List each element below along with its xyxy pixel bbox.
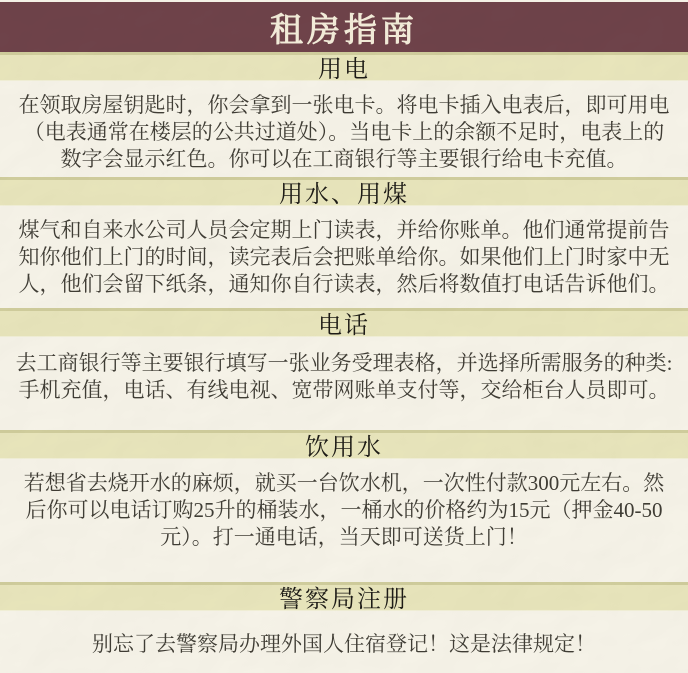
section-heading-band-police-registration [0, 582, 688, 611]
section-body-telephone: 去工商银行等主要银行填写一张业务受理表格，并选择所需服务的种类:手机充值，电话、有线电视、宽带网账单支付等，交给柜台人员即可。 [15, 351, 673, 402]
section-police-registration [0, 582, 688, 658]
section-heading-police-registration: 警察局注册 [279, 586, 409, 613]
section-heading-band-telephone [0, 308, 688, 337]
section-heading-electricity: 用电 [318, 56, 370, 83]
section-heading-water-gas: 用水、用煤 [279, 181, 409, 208]
section-heading-band-drinking-water [0, 430, 688, 459]
section-water-gas [0, 177, 688, 298]
section-body-water-gas: 煤气和自来水公司人员会定期上门读表，并给你账单。他们通常提前告知你他们上门的时间，读完表后会把账单给你。如果他们上门时家中无人，他们会留下纸条，通知你自行读表，然后将数值打电话告诉他们。 [18, 218, 670, 296]
section-body-police-registration: 别忘了去警察局办理外国人住宿登记！这是法律规定！ [92, 632, 596, 656]
section-electricity [0, 52, 688, 173]
section-heading-telephone: 电话 [318, 312, 370, 339]
section-heading-band-water-gas [0, 177, 688, 206]
poster-header [0, 2, 688, 52]
section-body-electricity: 在领取房屋钥匙时，你会拿到一张电卡。将电卡插入电表后，即可用电（电表通常在楼层的公共过道处）。当电卡上的余额不足时，电表上的数字会显示红色。你可以在工商银行等主要银行给电卡充值。 [18, 93, 670, 171]
section-heading-drinking-water: 饮用水 [305, 434, 383, 461]
section-telephone [0, 308, 688, 404]
section-heading-band-electricity [0, 52, 688, 81]
section-body-drinking-water: 若想省去烧开水的麻烦，就买一台饮水机，一次性付款300元左右。然后你可以电话订购25升的桶装水，一桶水的价格约为15元（押金40-50元）。打一通电话，当天即可送货上门！ [23, 471, 665, 549]
page-title: 租房指南 [270, 10, 418, 48]
section-drinking-water [0, 430, 688, 551]
